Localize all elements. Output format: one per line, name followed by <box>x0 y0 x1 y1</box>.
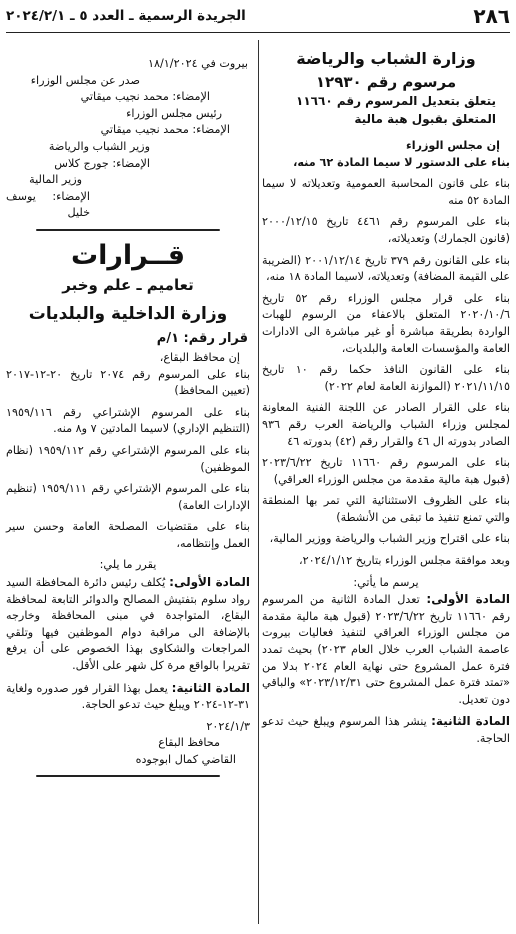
decree-basis-2: بناء على المرسوم رقم ٤٤٦١ تاريخ ٢٠٠٠/١٢/١٥ (قانون الجمارك) وتعديلاته، <box>262 215 510 245</box>
pm-title: رئيس مجلس الوزراء <box>126 106 222 120</box>
decision-article-2-label: المادة الثانية: <box>171 680 251 695</box>
decision-article-2-text: يعمل بهذا القرار فور صدوره ولغاية ٣١-١٢-٢٠٢٤ ويبلغ حيث تدعو الحاجة. <box>6 681 250 712</box>
decree-basis-8: بناء على الظروف الاستثنائية التي تمر بها المنطقة والتي تمنع تنفيذ ما تبقى من الأنشطة) <box>262 494 510 524</box>
decision-basis-4: بناء على المرسوم الإشتراعي رقم ١٩٥٩/١١١ (تنظيم الإدارات العامة) <box>6 482 250 512</box>
decision-decides: يقرر ما يلي: <box>99 558 157 572</box>
governor-intro: إن محافظ البقاع، <box>159 350 240 364</box>
decree-basis-9: بناء على اقتراح وزير الشباب والرياضة ووزير المالية، <box>269 532 510 546</box>
governor-title: محافظ البقاع <box>158 736 220 750</box>
decision-article-1-label: المادة الأولى: <box>169 575 251 590</box>
decree-basis-7: بناء على المرسوم رقم ١١٦٦٠ تاريخ ٢٠٢٣/٦/٢٢ (قبول هبة مالية مقدمة من مجلس الوزراء العراقي) <box>262 456 511 486</box>
separator-rule <box>36 229 220 231</box>
decree-intro: إن مجلس الوزراء <box>405 139 500 152</box>
decree-basis-3: بناء على القانون رقم ٣٧٩ تاريخ ٢٠٠١/١٢/١٤ (الضريبة على القيمة المضافة) وتعديلاته، لاسيما المادة ١٨ منه، <box>262 253 510 284</box>
circulars-heading: تعاميم ـ علم وخبر <box>62 275 194 294</box>
governor-name: القاضي كمال ابوجوده <box>135 753 236 766</box>
decree-approval: وبعد موافقة مجلس الوزراء بتاريخ ٢٠٢٤/١/١٢، <box>299 554 510 568</box>
youth-minister-title: وزير الشباب والرياضة <box>48 139 150 153</box>
column-divider <box>258 40 259 924</box>
signature-4: الإمضاء: يوسف خليل <box>6 189 90 220</box>
article-1-text: تعدل المادة الثانية من المرسوم رقم ١١٦٦٠ تاريخ ٢٠٢٣/٦/٢٢ (قبول هبة مالية مقدمة من مجلس الوزراء العراقي لتنفيذ فعاليات بيروت عاصمة الشباب العرب خلال العام ٢٠٢٣) بحيث تمدد فترة عمل المشروع حتى نهاية العام ٢٠٢٤ بدلا من «تمتد فترة عمل المشروع حتى ٢٠٢٣/١٢/٣١» والباقي دون تعديل. <box>262 593 510 706</box>
decree-basis-5: بناء على القانون النافذ حكما رقم ١٠ تاريخ ٢٠٢١/١١/١٥ (الموازنة العامة لعام ٢٠٢٢) <box>262 363 510 393</box>
decisions-heading: قــرارات <box>70 239 186 271</box>
page-header <box>6 4 510 33</box>
decree-basis-6: بناء على القرار الصادر عن اللجنة الفنية المعاونة لمجلس وزراء الشباب والرياضة العرب رقم ٩٣٦ الصادر بدورته ال ٤٦ والقرار رقم (٤٢) بدورته ٤٦ <box>262 401 510 448</box>
decree-basis-1: بناء على قانون المحاسبة العمومية وتعديلاته لا سيما المادة ٥٢ منه <box>262 177 510 207</box>
signatures-and-decisions-column <box>6 56 250 928</box>
decision-basis-5: بناء على مقتضيات المصلحة العامة وحسن سير العمل وإنتظامه، <box>6 520 250 550</box>
decree-column <box>262 48 510 928</box>
article-1-label: المادة الأولى: <box>426 592 510 607</box>
ministry-title: وزارة الشباب والرياضة <box>296 49 476 68</box>
issued-by: صدر عن مجلس الوزراء <box>30 73 140 87</box>
article-2-text: ينشر هذا المرسوم ويبلغ حيث تدعو الحاجة. <box>262 715 510 745</box>
decision-basis-2: بناء على المرسوم الإشتراعي رقم ١٩٥٩/١١٦ (التنظيم الإداري) لاسيما المادتين ٧ و٨ منه. <box>6 405 250 436</box>
decree-basis-constitution: بناء على الدستور لا سيما المادة ٦٢ منه، <box>293 155 510 169</box>
decision-article-1-text: يُكلف رئيس دائرة المحافظة السيد رواد سلوم بتفتيش المصالح والدوائر التابعة لمحافظة البقاع، المتواجدة في مبنى المحافظة وخارجه بالإضافة الى مراقبة دوام الموظفين فيها وتلقي المراجعات والشكاوى بهذا الخصوص على أن يرفع تقريرا بالواقع مرة كل شهر على الأقل. <box>6 576 250 673</box>
decision-basis-1: بناء على المرسوم رقم ٢٠٧٤ تاريخ ٢٠-١٢-٢٠١٧ (تعيين المحافظ) <box>6 367 251 398</box>
decree-basis-4: بناء على قرار مجلس الوزراء رقم ٥٢ تاريخ ٢٠٢٠/١٠/٦ المتعلق بالاعفاء من الرسوم للهبات الواردة بطريقة مباشرة أو غير مباشرة الى الادارات العامة والمؤسسات العامة والبلديات، <box>262 291 510 355</box>
closing-rule <box>36 775 220 777</box>
decision-number: قرار رقم: ١/م <box>156 330 248 346</box>
page-number: ٢٨٦ <box>473 4 510 28</box>
decision-basis-3: بناء على المرسوم الإشتراعي رقم ١٩٥٩/١١٢ (نظام الموظفين) <box>6 443 250 474</box>
decree-subject-1: يتعلق بتعديل المرسوم رقم ١١٦٦٠ <box>296 94 496 108</box>
article-2-label: المادة الثانية: <box>431 714 511 729</box>
decree-decrees: يرسم ما يأتي: <box>353 575 419 589</box>
place-date: بيروت في ١٨/١/٢٠٢٤ <box>148 57 248 70</box>
signature-2: الإمضاء: محمد نجيب ميقاتي <box>100 123 230 137</box>
gazette-title: الجريدة الرسمية ـ العدد ٥ ـ ٢٠٢٤/٢/١ <box>6 8 246 24</box>
interior-ministry-title: وزارة الداخلية والبلديات <box>28 303 228 324</box>
signature-3: الإمضاء: جورج كلاس <box>54 156 150 170</box>
finance-minister-title: وزير المالية <box>29 173 82 187</box>
decision-date: ٢٠٢٤/١/٣ <box>206 719 250 733</box>
decree-subject-2: المتعلق بقبول هبة مالية <box>354 112 496 126</box>
decree-number: مرسوم رقم ١٢٩٣٠ <box>315 73 457 91</box>
signature-1: الإمضاء: محمد نجيب ميقاتي <box>80 90 210 104</box>
